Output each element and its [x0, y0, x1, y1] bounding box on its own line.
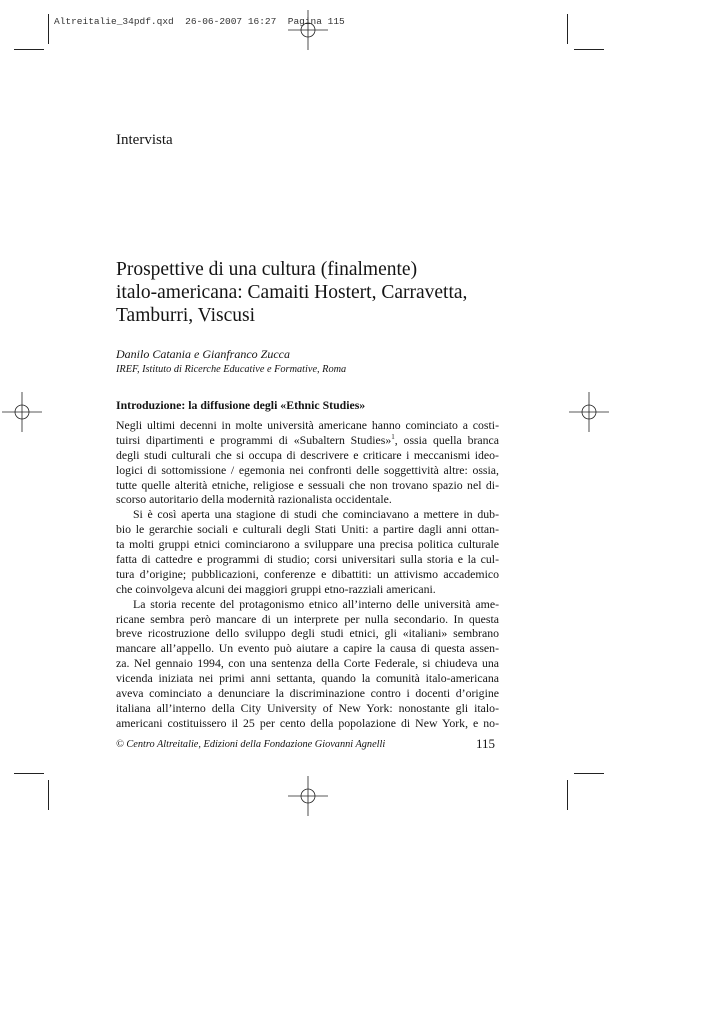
crop-mark	[14, 49, 44, 50]
body-line: italiana all’interno della City University of New York: nonostante gli italo-	[116, 700, 499, 715]
registration-mark-icon	[288, 776, 328, 816]
affiliation: IREF, Istituto di Ricerche Educative e Formative, Roma	[116, 364, 347, 375]
crop-mark	[14, 773, 44, 774]
body-line: fatta di cattedre e programmi di studio; corsi universitari sulla storia e la cul-	[116, 552, 499, 567]
crop-mark	[574, 773, 604, 774]
body-line: degli studi culturali che si occupa di descrivere e criticare i meccanismi ideo-	[116, 447, 499, 462]
section-heading: Introduzione: la diffusione degli «Ethnic Studies»	[116, 398, 366, 412]
body-line: aveva cominciato a denunciare la discriminazione contro i docenti d’origine	[116, 686, 499, 701]
title-line: Prospettive di una cultura (finalmente)	[116, 259, 418, 280]
body-line: ricane sembra però mancare di un interprete per nulla secondario. In questa	[116, 611, 499, 626]
body-text	[116, 418, 499, 731]
body-line: La storia recente del protagonismo etnico all’interno delle università ame-	[133, 596, 499, 611]
registration-mark-icon	[288, 10, 328, 50]
crop-mark	[567, 14, 568, 44]
crop-mark	[567, 780, 568, 810]
footnote-ref: 1	[391, 432, 395, 441]
crop-mark	[48, 14, 49, 44]
body-line	[116, 433, 499, 448]
page-number: 115	[476, 736, 496, 751]
body-line: tutte quelle alterità etniche, religiose e sessuali che non trovano spazio nel di-	[116, 477, 499, 492]
body-line: che coinvolgeva alcuni dei maggiori gruppi etno-razziali americani.	[116, 581, 436, 596]
printer-slug: Altreitalie_34pdf.qxd 26-06-2007 16:27 Pagina 115	[54, 16, 345, 27]
crop-mark	[574, 49, 604, 50]
body-line: za. Nel gennaio 1994, con una sentenza della Corte Federale, si chiudeva una	[116, 656, 499, 671]
registration-mark-icon	[569, 392, 609, 432]
registration-mark-icon	[2, 392, 42, 432]
footer-credit: © Centro Altreitalie, Edizioni della Fondazione Giovanni Agnelli	[116, 739, 386, 750]
body-line: tura d’origine; pubblicazioni, conferenze e dibattiti: un attivismo accademico	[116, 566, 499, 581]
body-line: breve ricostruzione dello sviluppo degli studi etnici, gli «italiani» sembrano	[116, 626, 499, 641]
body-line: scorso autoritario della modernità razionalista occidentale.	[116, 492, 392, 507]
article-title	[116, 258, 516, 327]
crop-mark	[48, 780, 49, 810]
body-line: vicenda iniziata nei primi anni settanta, quando la comunità italo-americana	[116, 671, 499, 686]
body-line-segment: tuirsi dipartimenti e programmi di «Subaltern Studies»	[116, 432, 392, 447]
section-label: Intervista	[116, 132, 173, 148]
body-line: logici di sottomissione / egemonia nei confronti delle soggettività altre: ossia,	[116, 462, 499, 477]
body-line: ta molti gruppi etnici cominciarono a sviluppare una precisa politica culturale	[116, 537, 499, 552]
title-line: Tamburri, Viscusi	[116, 305, 256, 326]
title-line: italo-americana: Camaiti Hostert, Carravetta,	[116, 282, 468, 303]
body-line: bio le gerarchie sociali e culturali degli Stati Uniti: a partire dagli anni ottan-	[116, 522, 499, 537]
body-line: mancare all’appello. Un evento può aiutare a capire la causa di questa assen-	[116, 641, 499, 656]
body-line: americani costituissero il 25 per cento della popolazione di New York, e no-	[116, 715, 499, 730]
body-line-segment: , ossia quella branca	[394, 432, 499, 447]
authors: Danilo Catania e Gianfranco Zucca	[116, 347, 290, 361]
body-line: Negli ultimi decenni in molte università americane hanno cominciato a costi-	[116, 418, 499, 432]
body-line: Si è così aperta una stagione di studi che cominciavano a mettere in dub-	[133, 507, 499, 522]
